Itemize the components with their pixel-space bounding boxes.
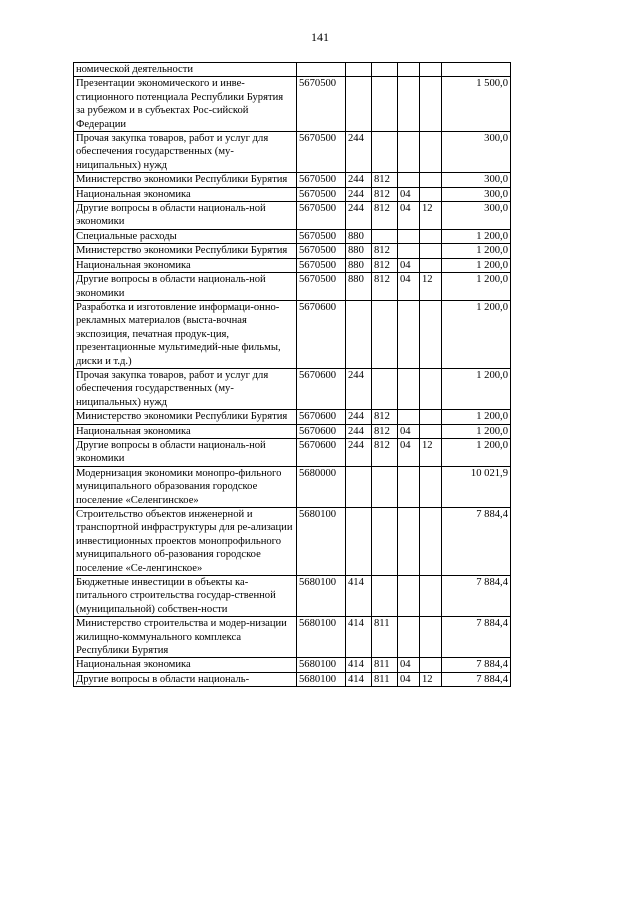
expense-type-code-cell: 244	[346, 438, 372, 466]
amount-cell: 7 884,4	[442, 617, 511, 658]
section-code-cell	[398, 173, 420, 187]
section-code-cell: 04	[398, 672, 420, 686]
expense-type-code-cell: 244	[346, 424, 372, 438]
table-row	[74, 173, 511, 187]
table-row	[74, 672, 511, 686]
expense-name-cell: Министерство экономики Республики Бурятия	[74, 173, 297, 187]
section-code-cell: 04	[398, 438, 420, 466]
amount-cell: 1 200,0	[442, 244, 511, 258]
target-article-code-cell: 5670500	[297, 173, 346, 187]
expense-name-cell: Прочая закупка товаров, работ и услуг для обеспечения государственных (му-ниципальных) нужд	[74, 132, 297, 173]
table-row	[74, 466, 511, 507]
subsection-code-cell	[420, 658, 442, 672]
target-article-code-cell: 5670600	[297, 368, 346, 409]
section-code-cell: 04	[398, 258, 420, 272]
ministry-code-cell	[372, 300, 398, 368]
amount-cell: 1 200,0	[442, 229, 511, 243]
ministry-code-cell: 811	[372, 672, 398, 686]
table-row	[74, 438, 511, 466]
subsection-code-cell	[420, 576, 442, 617]
expense-name-cell: Специальные расходы	[74, 229, 297, 243]
ministry-code-cell	[372, 508, 398, 576]
section-code-cell	[398, 410, 420, 424]
subsection-code-cell: 12	[420, 202, 442, 230]
expense-type-code-cell: 414	[346, 658, 372, 672]
table-row	[74, 368, 511, 409]
table-row	[74, 244, 511, 258]
subsection-code-cell	[420, 508, 442, 576]
expense-name-cell: Другие вопросы в области националь-ной экономики	[74, 273, 297, 301]
section-code-cell: 04	[398, 202, 420, 230]
ministry-code-cell: 812	[372, 258, 398, 272]
ministry-code-cell: 812	[372, 424, 398, 438]
expense-type-code-cell: 880	[346, 273, 372, 301]
table-row	[74, 617, 511, 658]
section-code-cell	[398, 617, 420, 658]
table-row	[74, 658, 511, 672]
expense-name-cell: Другие вопросы в области националь-ной экономики	[74, 438, 297, 466]
expense-type-code-cell: 244	[346, 173, 372, 187]
section-code-cell	[398, 508, 420, 576]
section-code-cell	[398, 466, 420, 507]
target-article-code-cell: 5670600	[297, 438, 346, 466]
table-row	[74, 508, 511, 576]
expense-type-code-cell: 244	[346, 410, 372, 424]
subsection-code-cell	[420, 173, 442, 187]
target-article-code-cell: 5670500	[297, 244, 346, 258]
subsection-code-cell: 12	[420, 438, 442, 466]
expense-name-cell: Министерство строительства и модер-низации жилищно-коммунального комплекса Республики Бурятия	[74, 617, 297, 658]
page-number: 141	[311, 30, 329, 44]
subsection-code-cell	[420, 466, 442, 507]
subsection-code-cell	[420, 229, 442, 243]
expense-type-code-cell	[346, 508, 372, 576]
subsection-code-cell: 12	[420, 672, 442, 686]
expense-type-code-cell	[346, 63, 372, 77]
section-code-cell: 04	[398, 658, 420, 672]
table-row	[74, 202, 511, 230]
subsection-code-cell	[420, 77, 442, 132]
expense-name-cell: Национальная экономика	[74, 658, 297, 672]
expense-type-code-cell	[346, 77, 372, 132]
ministry-code-cell: 812	[372, 244, 398, 258]
expense-type-code-cell	[346, 300, 372, 368]
target-article-code-cell: 5680000	[297, 466, 346, 507]
expense-name-cell: Другие вопросы в области националь-	[74, 672, 297, 686]
target-article-code-cell: 5680100	[297, 658, 346, 672]
ministry-code-cell: 812	[372, 410, 398, 424]
amount-cell: 7 884,4	[442, 508, 511, 576]
budget-table-body	[74, 63, 511, 687]
target-article-code-cell: 5670500	[297, 132, 346, 173]
target-article-code-cell: 5680100	[297, 617, 346, 658]
subsection-code-cell	[420, 244, 442, 258]
ministry-code-cell: 812	[372, 273, 398, 301]
table-row	[74, 424, 511, 438]
subsection-code-cell	[420, 63, 442, 77]
subsection-code-cell	[420, 132, 442, 173]
expense-name-cell: Национальная экономика	[74, 187, 297, 201]
section-code-cell: 04	[398, 187, 420, 201]
expense-type-code-cell: 414	[346, 672, 372, 686]
table-row	[74, 63, 511, 77]
expense-name-cell: Строительство объектов инженерной и транспортной инфраструктуры для ре-ализации инвестиционных проектов монопрофильного муниципального об-разования городское поселение «Се-ленгинское»	[74, 508, 297, 576]
amount-cell: 10 021,9	[442, 466, 511, 507]
amount-cell: 1 200,0	[442, 368, 511, 409]
expense-name-cell: Прочая закупка товаров, работ и услуг для обеспечения государственных (му-ниципальных) нужд	[74, 368, 297, 409]
target-article-code-cell: 5670500	[297, 273, 346, 301]
target-article-code-cell: 5670600	[297, 424, 346, 438]
amount-cell: 1 200,0	[442, 258, 511, 272]
ministry-code-cell	[372, 466, 398, 507]
ministry-code-cell	[372, 77, 398, 132]
amount-cell: 1 200,0	[442, 438, 511, 466]
table-row	[74, 273, 511, 301]
section-code-cell	[398, 63, 420, 77]
ministry-code-cell	[372, 63, 398, 77]
subsection-code-cell	[420, 187, 442, 201]
expense-name-cell: Модернизация экономики монопро-фильного муниципального образования городское поселение «Селенгинское»	[74, 466, 297, 507]
section-code-cell	[398, 244, 420, 258]
target-article-code-cell: 5670500	[297, 258, 346, 272]
table-row	[74, 300, 511, 368]
budget-table	[73, 62, 511, 687]
expense-name-cell: Разработка и изготовление информаци-онно-рекламных материалов (выста-вочная экспозиция, печатная продук-ция, презентационные мультимедий-ные фильмы, диски и т.д.)	[74, 300, 297, 368]
section-code-cell	[398, 77, 420, 132]
target-article-code-cell: 5670500	[297, 77, 346, 132]
section-code-cell	[398, 300, 420, 368]
expense-name-cell: номической деятельности	[74, 63, 297, 77]
amount-cell: 1 200,0	[442, 410, 511, 424]
section-code-cell	[398, 229, 420, 243]
expense-type-code-cell: 244	[346, 187, 372, 201]
target-article-code-cell	[297, 63, 346, 77]
expense-name-cell: Бюджетные инвестиции в объекты ка-питального строительства государ-ственной (муниципальной) собствен-ности	[74, 576, 297, 617]
target-article-code-cell: 5670500	[297, 229, 346, 243]
expense-type-code-cell: 244	[346, 132, 372, 173]
table-row	[74, 132, 511, 173]
amount-cell: 1 200,0	[442, 424, 511, 438]
expense-name-cell: Другие вопросы в области националь-ной экономики	[74, 202, 297, 230]
amount-cell: 7 884,4	[442, 672, 511, 686]
target-article-code-cell: 5680100	[297, 508, 346, 576]
amount-cell: 300,0	[442, 202, 511, 230]
ministry-code-cell: 812	[372, 187, 398, 201]
ministry-code-cell: 811	[372, 658, 398, 672]
table-row	[74, 77, 511, 132]
ministry-code-cell	[372, 576, 398, 617]
expense-type-code-cell	[346, 466, 372, 507]
amount-cell: 7 884,4	[442, 576, 511, 617]
subsection-code-cell	[420, 258, 442, 272]
expense-type-code-cell: 880	[346, 258, 372, 272]
expense-name-cell: Презентации экономического и инве-стиционного потенциала Республики Бурятия за рубежом и в субъектах Рос-сийской Федерации	[74, 77, 297, 132]
expense-type-code-cell: 414	[346, 576, 372, 617]
amount-cell	[442, 63, 511, 77]
section-code-cell	[398, 132, 420, 173]
expense-type-code-cell: 414	[346, 617, 372, 658]
target-article-code-cell: 5670600	[297, 300, 346, 368]
amount-cell: 1 500,0	[442, 77, 511, 132]
target-article-code-cell: 5670500	[297, 202, 346, 230]
table-row	[74, 410, 511, 424]
target-article-code-cell: 5680100	[297, 672, 346, 686]
expense-name-cell: Министерство экономики Республики Бурятия	[74, 410, 297, 424]
table-row	[74, 576, 511, 617]
ministry-code-cell: 812	[372, 438, 398, 466]
expense-name-cell: Национальная экономика	[74, 258, 297, 272]
section-code-cell	[398, 576, 420, 617]
expense-type-code-cell: 880	[346, 229, 372, 243]
ministry-code-cell	[372, 368, 398, 409]
amount-cell: 300,0	[442, 132, 511, 173]
table-row	[74, 187, 511, 201]
target-article-code-cell: 5670500	[297, 187, 346, 201]
subsection-code-cell	[420, 410, 442, 424]
section-code-cell	[398, 368, 420, 409]
expense-name-cell: Министерство экономики Республики Бурятия	[74, 244, 297, 258]
target-article-code-cell: 5670600	[297, 410, 346, 424]
amount-cell: 1 200,0	[442, 300, 511, 368]
ministry-code-cell: 811	[372, 617, 398, 658]
table-row	[74, 258, 511, 272]
ministry-code-cell	[372, 132, 398, 173]
amount-cell: 1 200,0	[442, 273, 511, 301]
subsection-code-cell	[420, 300, 442, 368]
subsection-code-cell	[420, 368, 442, 409]
table-row	[74, 229, 511, 243]
subsection-code-cell: 12	[420, 273, 442, 301]
expense-type-code-cell: 244	[346, 368, 372, 409]
target-article-code-cell: 5680100	[297, 576, 346, 617]
expense-type-code-cell: 244	[346, 202, 372, 230]
subsection-code-cell	[420, 424, 442, 438]
ministry-code-cell	[372, 229, 398, 243]
amount-cell: 7 884,4	[442, 658, 511, 672]
ministry-code-cell: 812	[372, 173, 398, 187]
section-code-cell: 04	[398, 273, 420, 301]
subsection-code-cell	[420, 617, 442, 658]
amount-cell: 300,0	[442, 187, 511, 201]
section-code-cell: 04	[398, 424, 420, 438]
ministry-code-cell: 812	[372, 202, 398, 230]
expense-type-code-cell: 880	[346, 244, 372, 258]
expense-name-cell: Национальная экономика	[74, 424, 297, 438]
amount-cell: 300,0	[442, 173, 511, 187]
